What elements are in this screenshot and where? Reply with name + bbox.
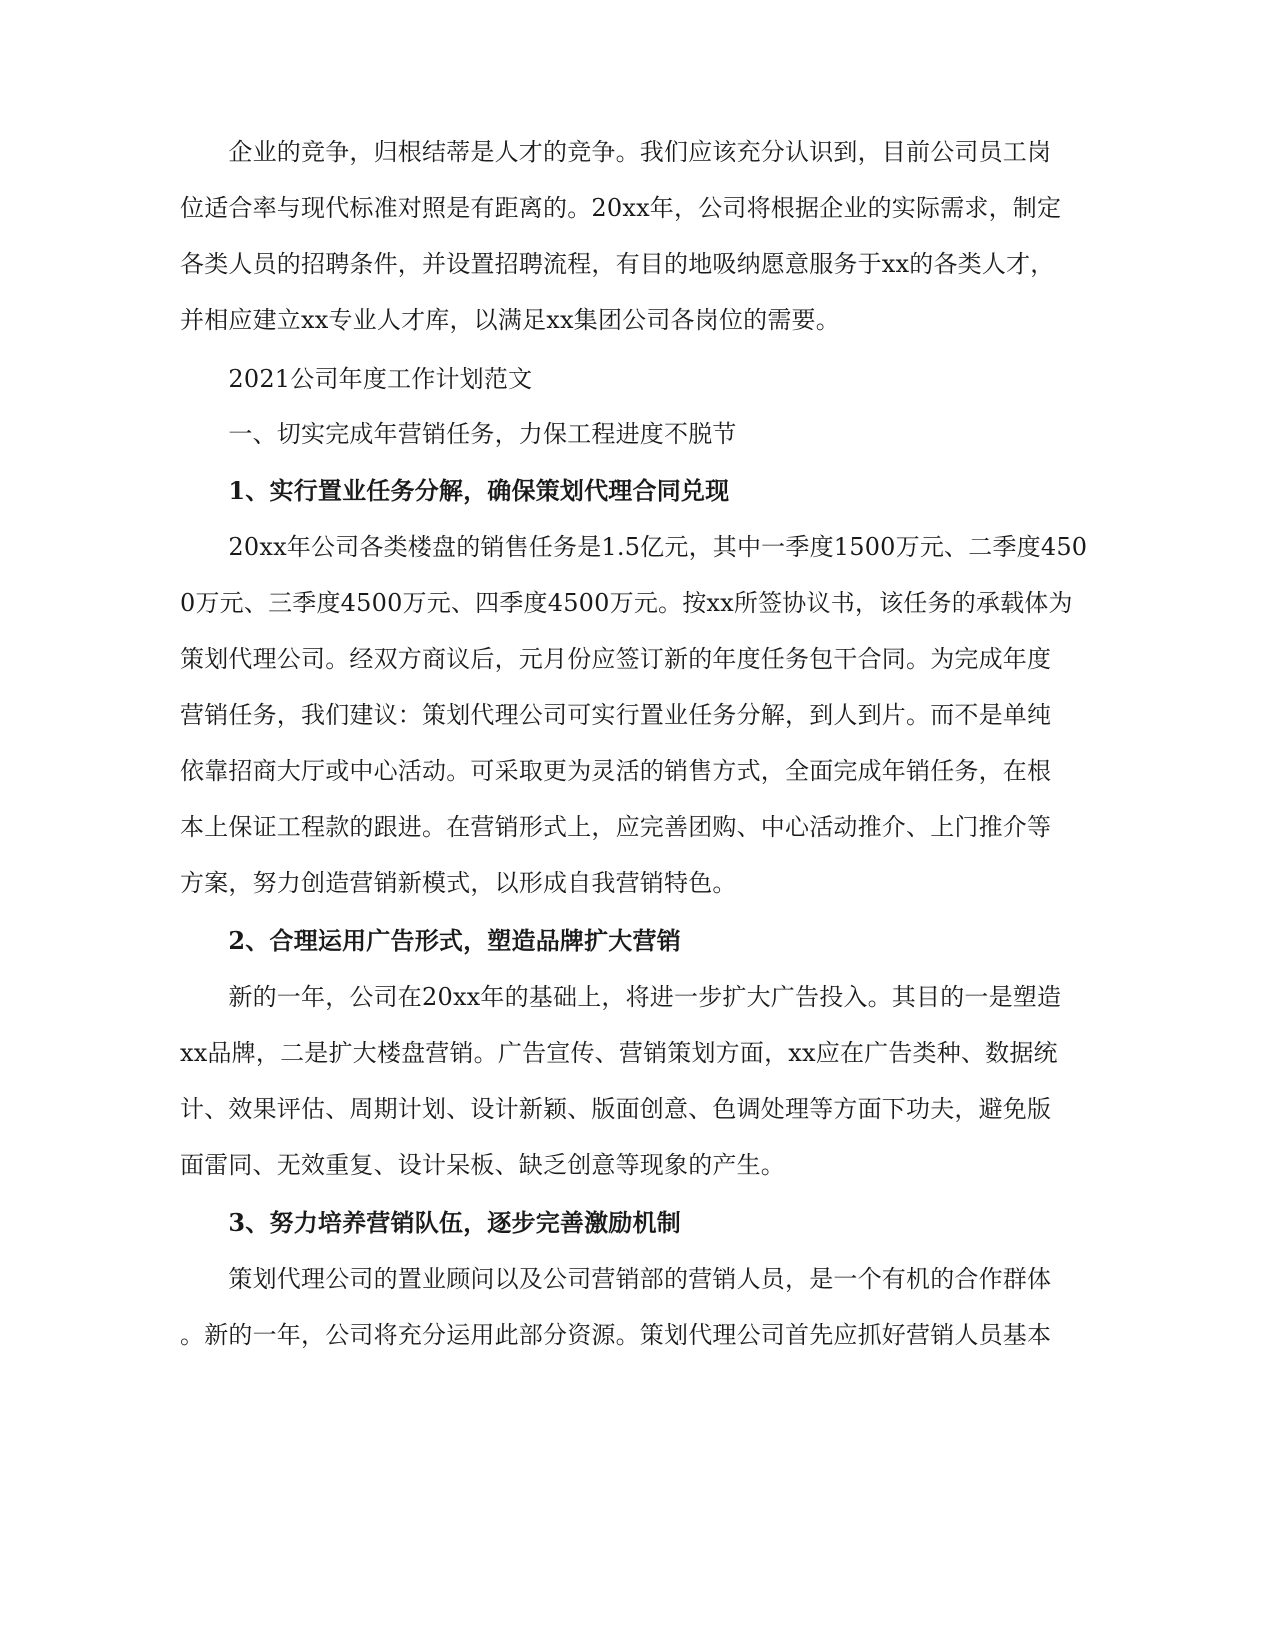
paragraph-line: 位适合率与现代标准对照是有距离的。20xx年，公司将根据企业的实际需求，制定	[180, 194, 1062, 222]
section-heading: 一、切实完成年营销任务，力保工程进度不脱节	[180, 420, 737, 448]
paragraph-line: 20xx年公司各类楼盘的销售任务是1.5亿元，其中一季度1500万元、二季度450	[180, 533, 1088, 561]
subsection-heading: 2、合理运用广告形式，塑造品牌扩大营销	[180, 926, 681, 955]
paragraph-line: 新的一年，公司在20xx年的基础上，将进一步扩大广告投入。其目的一是塑造	[180, 983, 1062, 1011]
paragraph-line: 面雷同、无效重复、设计呆板、缺乏创意等现象的产生。	[180, 1151, 785, 1179]
paragraph-line: 策划代理公司。经双方商议后，元月份应签订新的年度任务包干合同。为完成年度	[180, 645, 1052, 673]
paragraph-line: 0万元、三季度4500万元、四季度4500万元。按xx所签协议书，该任务的承载体为	[180, 589, 1073, 617]
paragraph-line: 策划代理公司的置业顾问以及公司营销部的营销人员，是一个有机的合作群体	[180, 1265, 1052, 1293]
paragraph-line: 各类人员的招聘条件，并设置招聘流程，有目的地吸纳愿意服务于xx的各类人才，	[180, 250, 1055, 278]
paragraph-line: 计、效果评估、周期计划、设计新颖、版面创意、色调处理等方面下功夫，避免版	[180, 1095, 1052, 1123]
paragraph-line: 。新的一年，公司将充分运用此部分资源。策划代理公司首先应抓好营销人员基本	[180, 1321, 1052, 1349]
paragraph-line: 本上保证工程款的跟进。在营销形式上，应完善团购、中心活动推介、上门推介等	[180, 813, 1052, 841]
paragraph-line: xx品牌，二是扩大楼盘营销。广告宣传、营销策划方面，xx应在广告类种、数据统	[180, 1039, 1058, 1067]
subsection-heading: 1、实行置业任务分解，确保策划代理合同兑现	[180, 476, 730, 505]
paragraph-line: 方案，努力创造营销新模式，以形成自我营销特色。	[180, 869, 737, 897]
document-title: 2021公司年度工作计划范文	[180, 365, 533, 393]
paragraph-line: 企业的竞争，归根结蒂是人才的竞争。我们应该充分认识到，目前公司员工岗	[180, 138, 1052, 166]
paragraph-line: 营销任务，我们建议：策划代理公司可实行置业任务分解，到人到片。而不是单纯	[180, 701, 1052, 729]
paragraph-line: 依靠招商大厅或中心活动。可采取更为灵活的销售方式，全面完成年销任务，在根	[180, 757, 1052, 785]
subsection-heading: 3、努力培养营销队伍，逐步完善激励机制	[180, 1208, 681, 1237]
paragraph-line: 并相应建立xx专业人才库，以满足xx集团公司各岗位的需要。	[180, 306, 840, 334]
